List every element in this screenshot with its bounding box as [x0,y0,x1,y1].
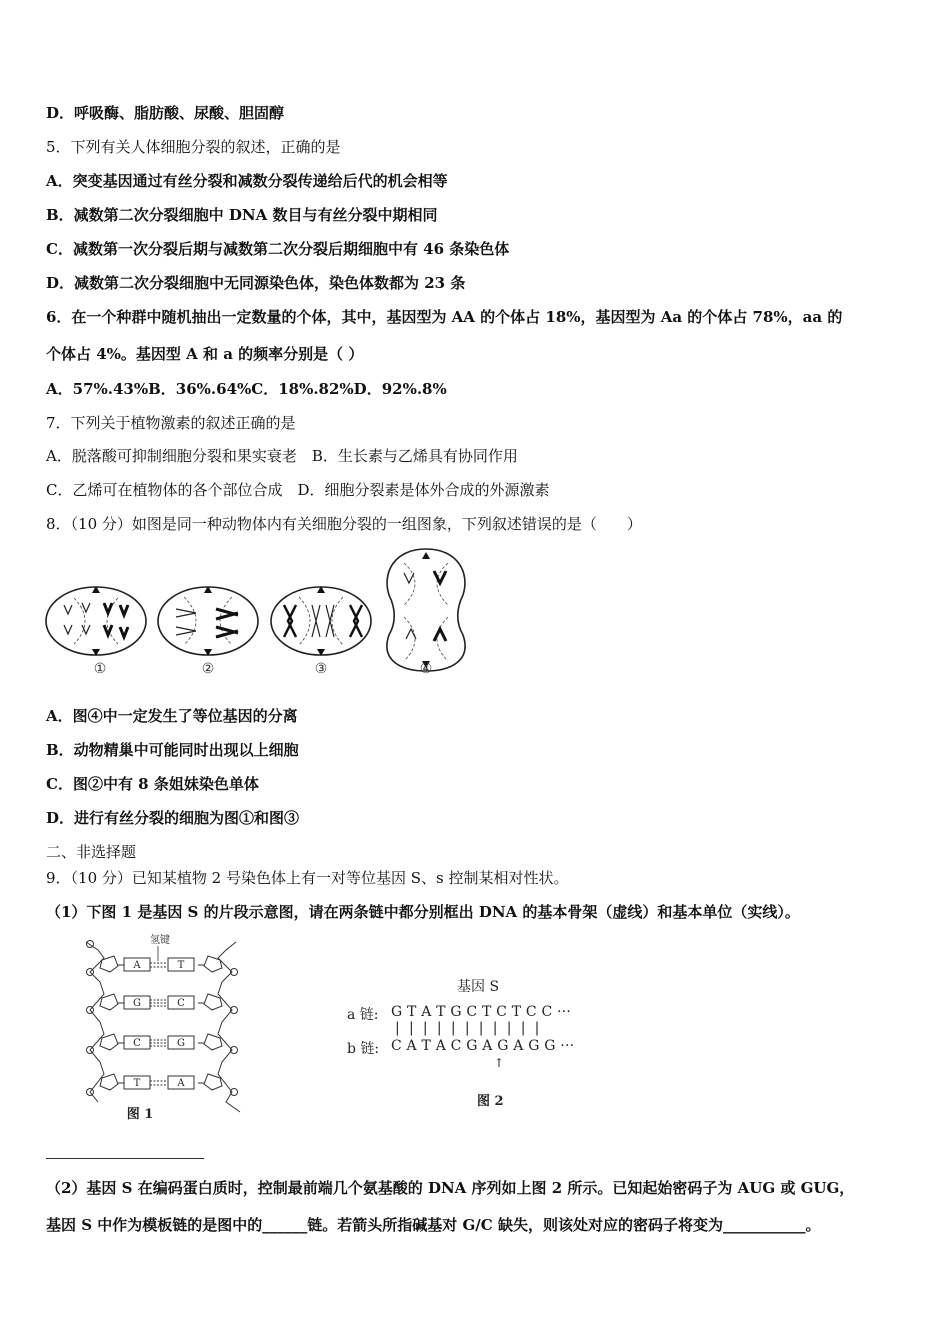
figure-label-3: ③ [314,661,328,677]
q9-part1: （1）下图 1 是基因 S 的片段示意图，请在两条链中都分别框出 DNA 的基本骨架（虚线）和基本单位（实线）。 [46,903,800,921]
q7-options-ab: A．脱落酸可抑制细胞分裂和果实衰老 B．生长素与乙烯具有协同作用 [46,447,518,465]
deletion-arrow-icon: ↑ [494,1056,505,1070]
q5-option-d: D．减数第二次分裂细胞中无同源染色体，染色体数都为 23 条 [46,274,466,292]
base-left-2: G [133,998,141,1009]
base-right-1: T [177,960,185,971]
figure-label-2: ② [201,661,215,677]
b-chain-label: b 链: [347,1041,380,1057]
q5-option-b: B．减数第二次分裂细胞中 DNA 数目与有丝分裂中期相同 [46,206,438,224]
b-chain-sequence: C A T A C G A G A G G ··· [391,1038,575,1054]
base-right-2: C [177,998,185,1009]
base-left-4: T [133,1078,141,1089]
q5-option-a: A．突变基因通过有丝分裂和减数分裂传递给后代的机会相等 [46,172,448,190]
q4-option-d: D．呼吸酶、脂肪酸、尿酸、胆固醇 [46,104,285,122]
q9-part2-line2: 基因 S 中作为模板链的是图中的______链。若箭头所指碱基对 G/C 缺失，则该处对应的密码子将变为___________。 [46,1216,821,1234]
a-chain-label: a 链: [347,1007,379,1023]
figure-1-caption: 图 1 [126,1107,154,1122]
figure-2-caption: 图 2 [477,1094,504,1109]
q8-option-a: A．图④中一定发生了等位基因的分离 [46,707,298,725]
base-pair-bonds: | | | | | | | | | | | [395,1020,542,1036]
hydrogen-bond-label: 氢键 [150,935,170,946]
q8-stem: 8．（10 分）如图是同一种动物体内有关细胞分裂的一组图象，下列叙述错误的是（ ） [46,515,642,533]
q6-options: A．57%.43%B．36%.64%C．18%.82%D．92%.8% [46,380,447,398]
q9-part2-line1: （2）基因 S 在编码蛋白质时，控制最前端几个氨基酸的 DNA 序列如上图 2 所示。已知起始密码子为 AUG 或 GUG， [46,1179,855,1197]
q6-stem-line1: 6．在一个种群中随机抽出一定数量的个体，其中，基因型为 AA 的个体占 18%，基因型为 Aa 的个体占 78%，aa 的 [46,308,843,326]
q5-option-c: C．减数第一次分裂后期与减数第二次分裂后期细胞中有 46 条染色体 [46,240,510,258]
base-right-3: G [177,1038,185,1049]
q8-option-c: C．图②中有 8 条姐妹染色单体 [46,775,259,793]
gene-s-figure-2 [345,976,585,1116]
q6-stem-line2: 个体占 4%。基因型 A 和 a 的频率分别是（ ） [46,345,364,363]
cell-division-figure [44,543,474,678]
figure-label-1: ① [93,661,107,677]
q7-options-cd: C．乙烯可在植物体的各个部位合成 D．细胞分裂素是体外合成的外源激素 [46,481,550,499]
q8-option-d: D．进行有丝分裂的细胞为图①和图③ [46,809,300,827]
answer-line [46,1158,204,1159]
a-chain-sequence: G T A T G C T C T C C ··· [391,1004,571,1020]
q5-stem: 5．下列有关人体细胞分裂的叙述，正确的是 [46,138,341,156]
section-title: 二、非选择题 [46,843,137,861]
q7-stem: 7．下列关于植物激素的叙述正确的是 [46,414,296,432]
dna-fragment-figure-1 [80,932,250,1127]
q8-option-b: B．动物精巢中可能同时出现以上细胞 [46,741,299,759]
figure-2-title: 基因 S [457,979,500,995]
base-right-4: A [177,1078,185,1089]
figure-label-4: ④ [419,661,433,677]
q9-stem: 9．（10 分）已知某植物 2 号染色体上有一对等位基因 S、s 控制某相对性状。 [46,869,569,887]
base-left-3: C [133,1038,141,1049]
base-left-1: A [133,960,141,971]
